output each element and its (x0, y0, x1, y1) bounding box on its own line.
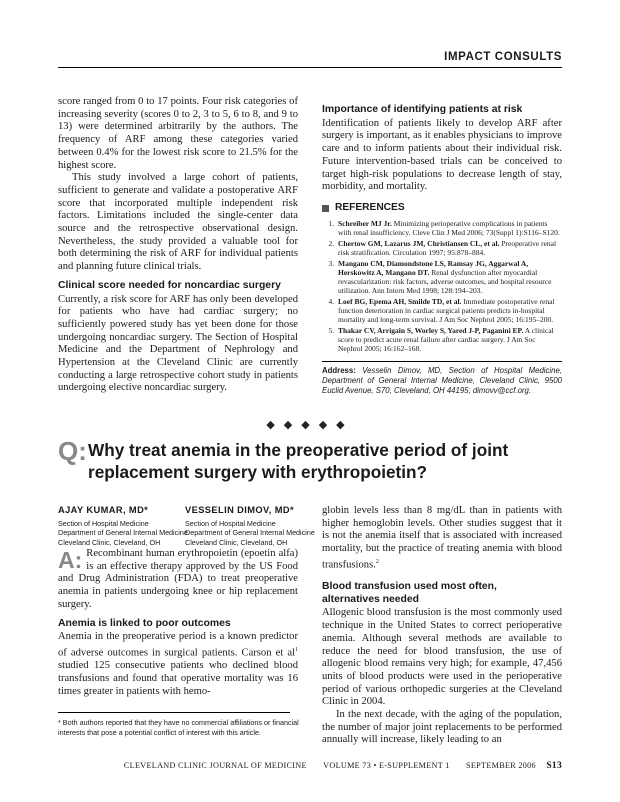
paragraph: This study involved a large cohort of patients, sufficient to generate and validate a postoperative ARF score that incorporated multiple independent risk factors. Limitations included the single-center data source and the retrospective observational design. Nevertheless, the study provided a valuable tool for both determining the risk of ARF for individual patients and planning future clinical trials. (58, 172, 298, 273)
reference-item: 3. Mangano CM, Diamondstone LS, Ramsay JG, Aggarwal A, Herskowitz A, Mangano DT. Renal dysfunction after myocardial revascularization: risk factors, adverse outcomes, and hospital resource utilization. Ann Intern Med 1998; 128:194–203. (336, 259, 562, 295)
author-name: AJAY KUMAR, MD* (58, 505, 149, 515)
question-mark: Q: (58, 436, 87, 466)
subheading: Anemia is linked to poor outcomes (58, 617, 231, 629)
page-number: S13 (546, 761, 562, 771)
author-affiliation: Cleveland Clinic, Cleveland, OH (58, 537, 161, 547)
paragraph: Currently, a risk score for ARF has only been developed for patients who have had cardiac surgery; no sufficiently powered study has yet been done for those undergoing noncardiac surgery. The Section of Hospital Medicine and the Department of Nephrology and Hypertension at the Cleveland Clinic are currently conducting a large retrospective cohort study in patients undergoing elective noncardiac surgery. (58, 293, 298, 394)
paragraph: score ranged from 0 to 17 points. Four risk categories of increasing severity (scores 0 to 2, 3 to 5, 6 to 8, and 9 to 13) were determined arbitrarily by the authors. The frequency of ARF among these categories varied between 0.4% for the lowest risk score to 21.5% for the highest score. (58, 96, 298, 171)
paragraph: Anemia in the preoperative period is a known predictor of adverse outcomes in surgical patients. Carson et $al^1$ studied 125 consecutive patients who declined blood transfusions and found that operative mortality was 16 times greater in patients with hemo- (58, 631, 298, 697)
author-affiliation: Department of General Internal Medicine (58, 528, 188, 538)
answer-mark: A: (58, 547, 83, 573)
reference-list (322, 219, 562, 353)
author-name: VESSELIN DIMOV, MD* (185, 505, 295, 515)
square-bullet-icon (322, 205, 329, 212)
paragraph: Identification of patients likely to develop ARF after surgery is important, as it enables physicians to improve care and to inform patients about their individual risk. Future intervention-based trials can be conceived to target high-risk populations to decrease length of stay, morbidity, and mortality. (322, 117, 562, 193)
address-rule (322, 361, 562, 362)
author (58, 506, 188, 547)
journal-name: CLEVELAND CLINIC JOURNAL OF MEDICINE (123, 761, 307, 770)
bottom-right-column (322, 505, 562, 747)
volume-info: VOLUME 73 • E-SUPPLEMENT 1 (323, 761, 450, 770)
author (185, 506, 315, 547)
section-header: IMPACT CONSULTS (444, 51, 562, 63)
correspondence-address: Address: Vesselin Dimov, MD, Section of Hospital Medicine, Department of General Internal Medicine, Cleveland Clinic, 9500 Euclid Avenue, S70, Cleveland, OH 44195; dimovv@ccf.org. (322, 365, 562, 396)
paragraph: In the next decade, with the aging of the population, the number of major joint replacements to be performed annually will increase, likely leading to an (322, 709, 562, 746)
paragraph: A: Recombinant human erythropoietin (epoetin alfa) is an effective therapy approved by the US Food and Drug Administration (FDA) to treat preoperative anemia in patients undergoing knee or hip replacement surgery. (58, 547, 298, 610)
paragraph: globin levels less than 8 mg/dL than in patients with higher hemoglobin levels. Other studies suggest that it is not the anemia itself that is associated with increased mortality, but the practice of treating anemia with blood transfusions.$^2$ (322, 505, 562, 571)
reference-item: 1. Schreiber MJ Jr. Minimizing perioperative complications in patients with renal insufficiency. Cleve Clin J Med 2006; 73(Suppl 1):S116–S120. (336, 219, 562, 237)
footnote: * Both authors reported that they have no commercial affiliations or financial interests that pose a potential conflict of interest with this article. (58, 718, 299, 737)
reference-item: 4. Loef BG, Epema AH, Smilde TD, et al. Immediate postoperative renal function deterioration in cardiac surgical patients predicts in-hospital mortality and long-term survival. J Am Soc Nephrol 2005; 16:195–200. (336, 297, 562, 324)
references-heading-label: REFERENCES (335, 201, 405, 213)
reference-item: 5. Thakar CV, Arrigain S, Worley S, Yared J-P, Paganini EP. A clinical score to predict acute renal failure after cardiac surgery. J Am Soc Nephrol 2005; 16:162–168. (336, 326, 562, 353)
subheading: Blood transfusion used most often, (322, 581, 497, 593)
page-footer (92, 761, 562, 771)
top-left-column (58, 96, 298, 395)
references-heading (322, 202, 562, 215)
answer-column (58, 548, 298, 698)
subheading: Importance of identifying patients at risk (322, 104, 523, 115)
header-rule (58, 67, 562, 68)
diamond-separator-icon: ◆◆◆◆◆ (266, 419, 354, 431)
issue-date: SEPTEMBER 2006 (466, 761, 536, 770)
footnote-rule (58, 712, 290, 713)
paragraph: Allogenic blood transfusion is the most commonly used technique in the United States to correct perioperative anemia. Although several methods are available to reduce the need for blood transfusion, the use of allogenic blood remains very high; for example, 47,456 units of blood products were used in the perioperative period of various orthopedic surgeries at the Cleveland Clinic in 2004. (322, 607, 562, 708)
question-title: Why treat anemia in the preoperative period of joint replacement surgery with erythropoietin? (88, 440, 509, 482)
reference-item: 2. Chertow GM, Lazarus JM, Christiansen CL, et al. Preoperative renal risk stratification. Circulation 1997; 95:878–884. (336, 239, 562, 257)
author-affiliation: Section of Hospital Medicine (185, 518, 276, 528)
author-affiliation: Cleveland Clinic, Cleveland, OH (185, 537, 288, 547)
subheading: alternatives needed (322, 593, 420, 605)
top-right-column (322, 104, 562, 397)
author-affiliation: Department of General Internal Medicine (185, 528, 315, 538)
author-affiliation: Section of Hospital Medicine (58, 518, 149, 528)
author-block (58, 505, 315, 547)
subheading: Clinical score needed for noncardiac surgery (58, 279, 281, 291)
